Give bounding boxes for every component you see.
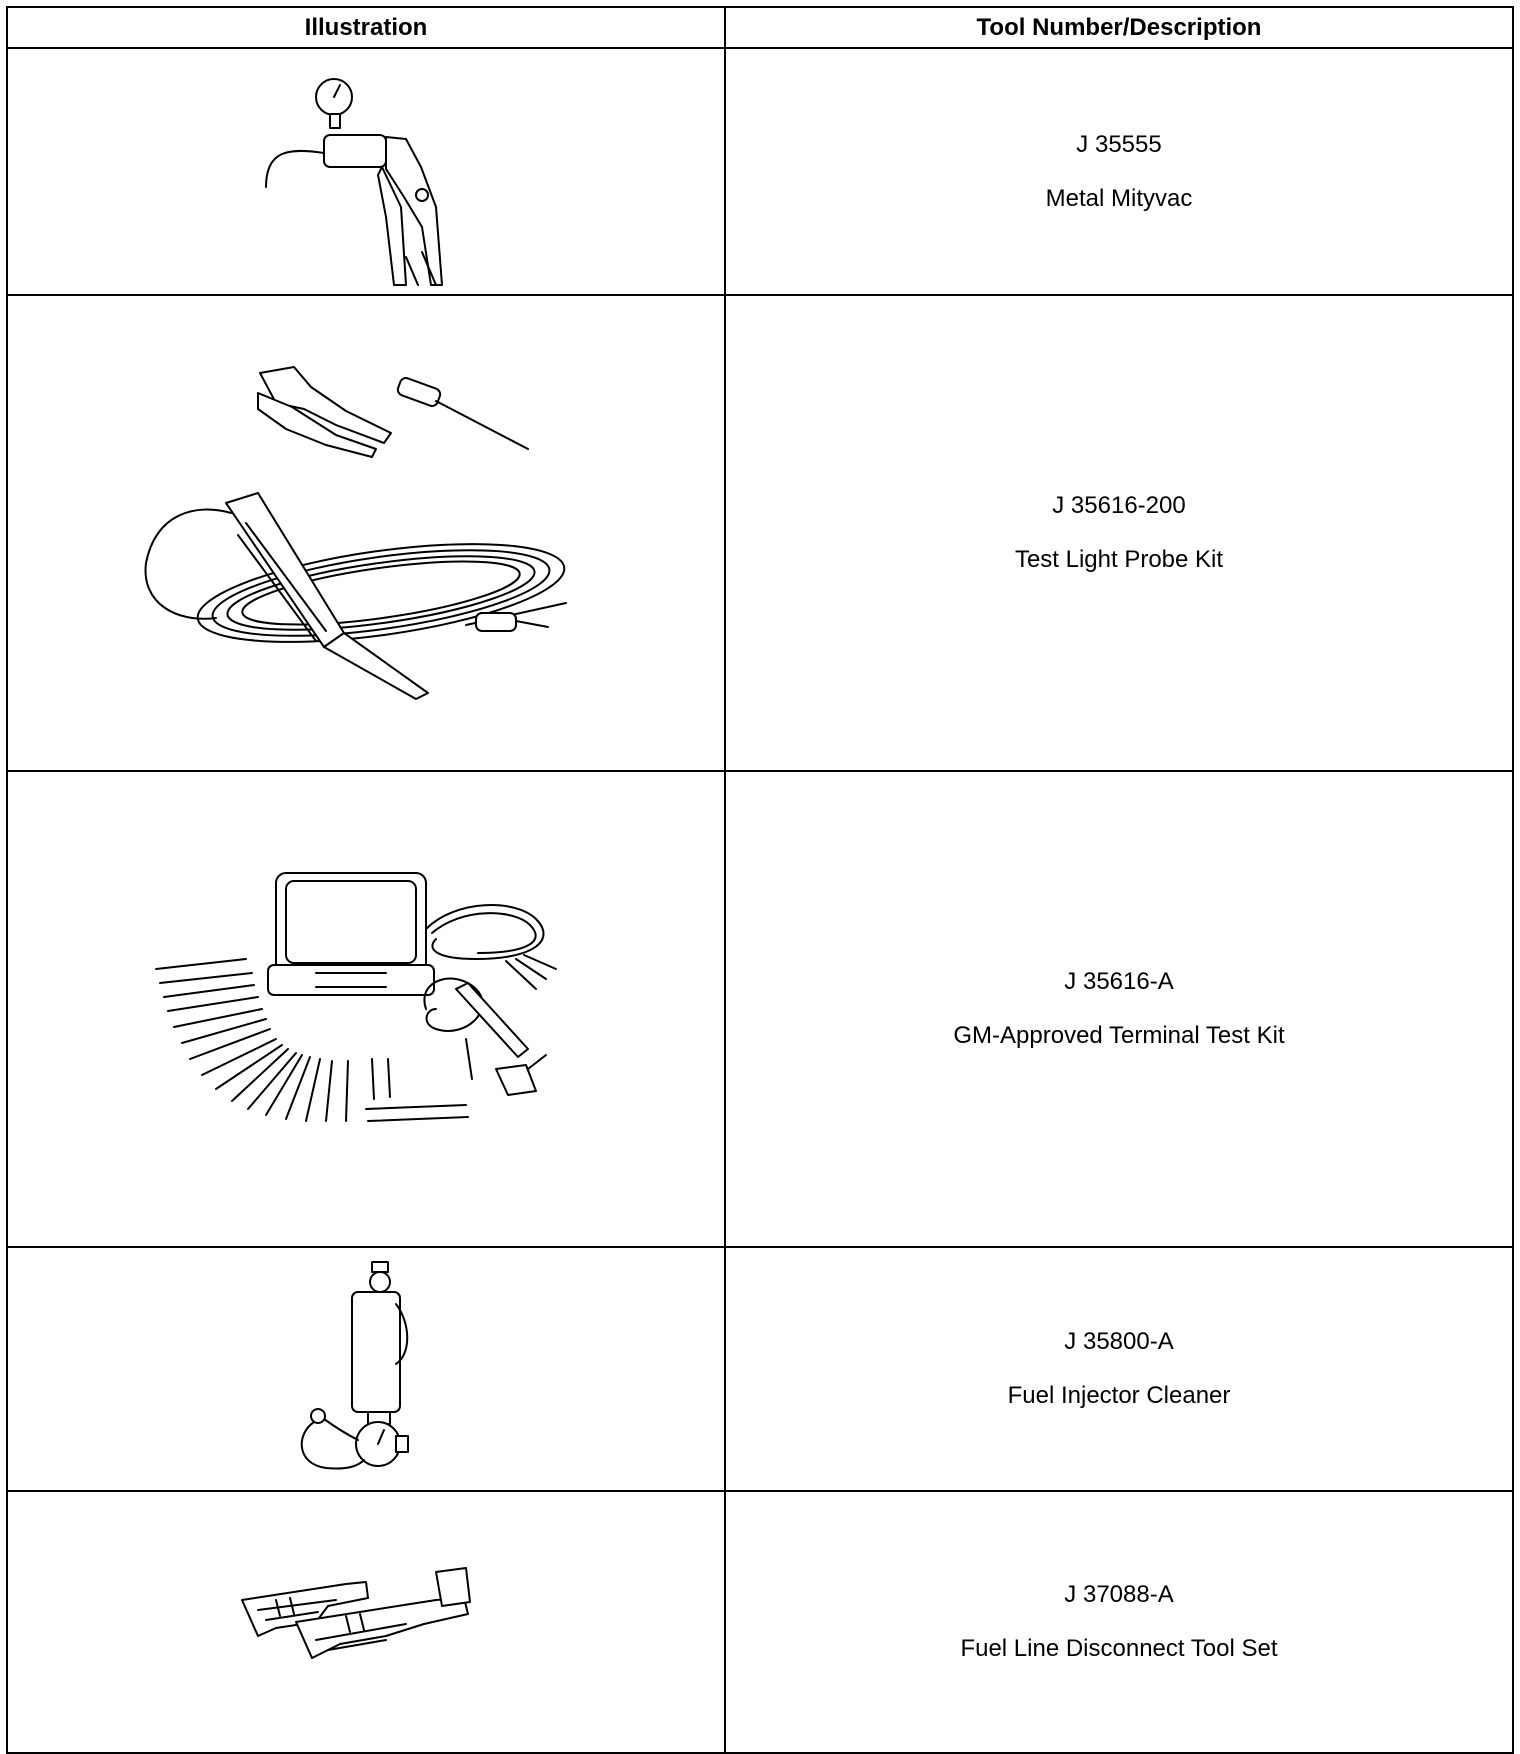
tool-name: Test Light Probe Kit (1014, 546, 1224, 573)
tool-description-cell (725, 48, 1513, 295)
fuel-line-disconnect-tools-icon (236, 1562, 496, 1682)
hand-vacuum-pump-icon (246, 57, 486, 287)
tool-number: J 37088-A (1064, 1581, 1174, 1608)
table-row (7, 48, 1513, 295)
tool-description-cell (725, 295, 1513, 771)
illustration-column-header: Illustration (7, 7, 725, 48)
table-row (7, 1247, 1513, 1491)
tool-number: J 35800-A (1064, 1328, 1174, 1355)
tool-name: Fuel Line Disconnect Tool Set (960, 1635, 1278, 1662)
tool-description-cell (725, 1247, 1513, 1491)
fuel-injector-cleaner-icon (246, 1254, 486, 1484)
table-row (7, 1491, 1513, 1753)
illustration-cell (7, 295, 725, 771)
tool-number: J 35616-200 (1052, 492, 1186, 519)
tool-name: Metal Mityvac (1045, 184, 1193, 212)
tool-number: J 35616-A (1064, 968, 1174, 995)
tool-name: Fuel Injector Cleaner (1007, 1382, 1231, 1409)
tool-description-cell (725, 771, 1513, 1247)
tool-number: J 35555 (1076, 130, 1162, 158)
test-light-probe-kit-icon (136, 363, 596, 703)
tool-description-column-header: Tool Number/Description (725, 7, 1513, 48)
terminal-test-kit-icon (136, 869, 596, 1149)
illustration-cell (7, 48, 725, 295)
special-tools-table (6, 6, 1514, 1754)
illustration-cell (7, 1247, 725, 1491)
tool-name: GM-Approved Terminal Test Kit (953, 1022, 1285, 1049)
table-row (7, 295, 1513, 771)
table-row (7, 771, 1513, 1247)
illustration-cell (7, 771, 725, 1247)
table-header-row (7, 7, 1513, 48)
tool-description-cell (725, 1491, 1513, 1753)
illustration-cell (7, 1491, 725, 1753)
